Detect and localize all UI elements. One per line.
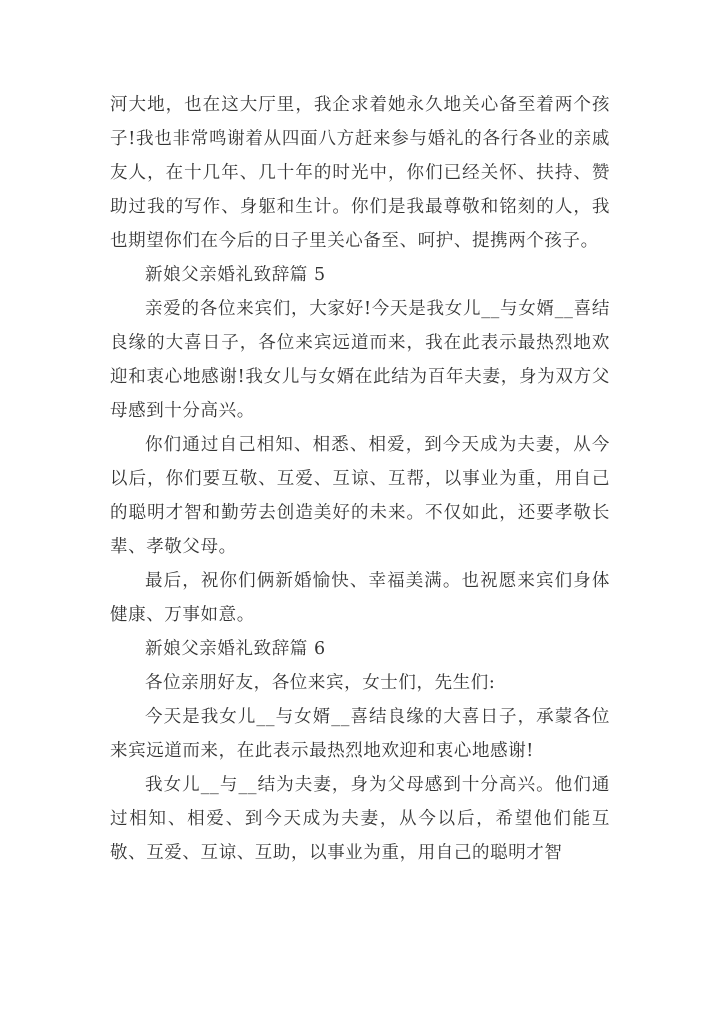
paragraph-4: 最后，祝你们俩新婚愉快、幸福美满。也祝愿来宾们身体健康、万事如意。 — [110, 571, 610, 625]
section-heading-6: 新娘父亲婚礼致辞篇 6 — [145, 639, 326, 659]
document-body — [110, 88, 610, 870]
section-heading-5: 新娘父亲婚礼致辞篇 5 — [145, 265, 326, 285]
paragraph-2: 亲爱的各位来宾们，大家好!今天是我女儿__与女婿__喜结良缘的大喜日子，各位来宾远道而来，我在此表示最热烈地欢迎和衷心地感谢!我女儿与女婿在此结为百年夫妻，身为双方父母感到十分高兴。 — [110, 299, 610, 421]
paragraph-3: 你们通过自己相知、相悉、相爱，到今天成为夫妻，从今以后，你们要互敬、互爱、互谅、互帮，以事业为重，用自己的聪明才智和勤劳去创造美好的未来。不仅如此，还要孝敬长辈、孝敬父母。 — [110, 435, 610, 557]
paragraph-7: 我女儿__与__结为夫妻，身为父母感到十分高兴。他们通过相知、相爱、到今天成为夫妻，从今以后，希望他们能互敬、互爱、互谅、互助，以事业为重，用自己的聪明才智 — [110, 775, 610, 863]
paragraph-5: 各位亲朋好友，各位来宾，女士们，先生们: — [145, 673, 496, 693]
paragraph-1: 河大地，也在这大厅里，我企求着她永久地关心备至着两个孩子!我也非常鸣谢着从四面八方赶来参与婚礼的各行各业的亲戚友人，在十几年、几十年的时光中，你们已经关怀、扶持、赞助过我的写作、身躯和生计。你们是我最尊敬和铭刻的人，我也期望你们在今后的日子里关心备至、呵护、提携两个孩子。 — [110, 95, 610, 251]
paragraph-6: 今天是我女儿__与女婿__喜结良缘的大喜日子，承蒙各位来宾远道而来，在此表示最热烈地欢迎和衷心地感谢! — [110, 707, 610, 761]
